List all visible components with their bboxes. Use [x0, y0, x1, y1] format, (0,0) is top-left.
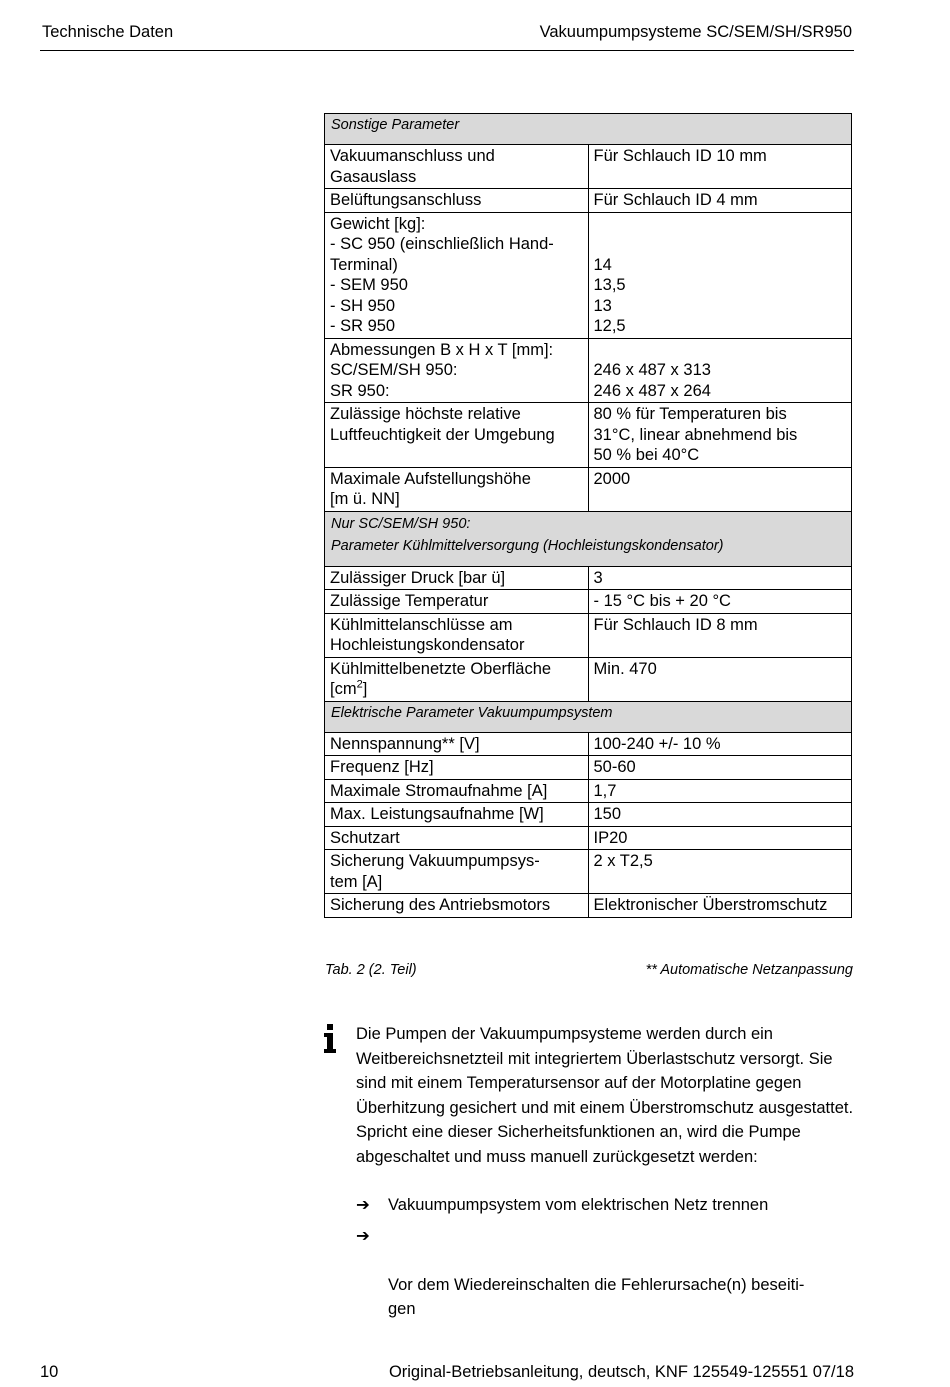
list-item-text: Vakuumpumpsystem vom elektrischen Netz trennen [388, 1196, 769, 1214]
list-item [356, 1193, 856, 1218]
param-label: Zulässige höchste relative Luftfeuchtigkeit der Umgebung [325, 403, 589, 468]
param-value: 50-60 [588, 756, 852, 780]
param-label: Belüftungsanschluss [325, 189, 589, 213]
superscript: 2 [356, 678, 363, 691]
info-icon [322, 1024, 338, 1054]
param-label-text: ] [362, 680, 368, 698]
arrow-right-icon: ➔ [356, 1226, 370, 1245]
param-label: Gewicht [kg]: - SC 950 (einschließlich Hand- Terminal) - SEM 950 - SH 950 - SR 950 [325, 212, 589, 338]
param-label: Sicherung des Antriebsmotors [325, 894, 589, 918]
table-row [325, 732, 852, 756]
param-value: Elektronischer Überstromschutz [588, 894, 852, 918]
info-paragraph: Die Pumpen der Vakuumpumpsysteme werden durch ein Weitbereichsnetzteil mit integriertem Überlastschutz versorgt. Sie sind mit einem Temperatursensor auf der Motorplatine gegen Überhitzung gesichert und mit einem Überstromschutz ausgestattet. [356, 1025, 854, 1117]
param-value: - 15 °C bis + 20 °C [588, 590, 852, 614]
page-number: 10 [40, 1363, 59, 1381]
footer-document-info: Original-Betriebsanleitung, deutsch, KNF 125549-125551 07/18 [388, 1363, 854, 1381]
param-label: Nennspannung** [V] [325, 732, 589, 756]
page-header [40, 20, 854, 51]
table-footnote: ** Automatische Netzanpassung [645, 962, 853, 978]
param-value: Für Schlauch ID 4 mm [588, 189, 852, 213]
param-value: 2000 [588, 467, 852, 511]
technical-data-table [324, 113, 852, 918]
param-label: Maximale Stromaufnahme [A] [325, 779, 589, 803]
list-item-text: Vor dem Wiedereinschalten die Fehlerursache(n) beseiti- gen [388, 1275, 805, 1318]
param-value: 100-240 +/- 10 % [588, 732, 852, 756]
param-value: IP20 [588, 826, 852, 850]
param-value: Min. 470 [588, 657, 852, 701]
param-label: Zulässige Temperatur [325, 590, 589, 614]
param-label: Abmessungen B x H x T [mm]: SC/SEM/SH 950: SR 950: [325, 338, 589, 403]
param-value: 80 % für Temperaturen bis 31°C, linear abnehmend bis 50 % bei 40°C [588, 403, 852, 468]
param-value: 3 [588, 566, 852, 590]
table-row [325, 189, 852, 213]
param-label [325, 657, 589, 701]
param-value: Für Schlauch ID 8 mm [588, 613, 852, 657]
table-row [325, 613, 852, 657]
table-row [325, 212, 852, 338]
param-label: Schutzart [325, 826, 589, 850]
section-title [325, 511, 852, 566]
section-title-line: Nur SC/SEM/SH 950: [331, 515, 471, 532]
table-row [325, 803, 852, 827]
info-paragraph: Spricht eine dieser Sicherheitsfunktionen an, wird die Pumpe abgeschaltet und muss manuell zurückgesetzt werden: [356, 1123, 801, 1166]
table-row [325, 590, 852, 614]
table-row [325, 894, 852, 918]
section-title: Elektrische Parameter Vakuumpumpsystem [325, 701, 852, 732]
section-title-line: Parameter Kühlmittelversorgung (Hochleistungskondensator) [331, 537, 724, 554]
section-title: Sonstige Parameter [325, 114, 852, 145]
table-row [325, 467, 852, 511]
table-row [325, 657, 852, 701]
param-label: Vakuumanschluss und Gasauslass [325, 145, 589, 189]
table-row [325, 338, 852, 403]
section-header-row [325, 701, 852, 732]
section-header-row [325, 511, 852, 566]
table-row [325, 850, 852, 894]
param-label: Zulässiger Druck [bar ü] [325, 566, 589, 590]
arrow-right-icon: ➔ [356, 1196, 370, 1214]
param-label: Frequenz [Hz] [325, 756, 589, 780]
table-row [325, 566, 852, 590]
param-value: 1,7 [588, 779, 852, 803]
param-label-text: Kühlmittelbenetzte Oberfläche [cm [330, 659, 552, 698]
info-note [356, 1022, 856, 1169]
param-label: Sicherung Vakuumpumpsys- tem [A] [325, 850, 589, 894]
header-document-title: Vakuumpumpsysteme SC/SEM/SH/SR950 [539, 23, 852, 41]
table-row [325, 826, 852, 850]
table-caption: Tab. 2 (2. Teil) [325, 962, 417, 978]
param-value: 2 x T2,5 [588, 850, 852, 894]
param-label: Max. Leistungsaufnahme [W] [325, 803, 589, 827]
table-row [325, 779, 852, 803]
param-label: Maximale Aufstellungshöhe [m ü. NN] [325, 467, 589, 511]
list-item [356, 1224, 856, 1322]
table-row [325, 403, 852, 468]
param-value: 246 x 487 x 313 246 x 487 x 264 [588, 338, 852, 403]
param-label: Kühlmittelanschlüsse am Hochleistungskondensator [325, 613, 589, 657]
param-value: Für Schlauch ID 10 mm [588, 145, 852, 189]
table-row [325, 756, 852, 780]
param-value: 150 [588, 803, 852, 827]
param-value: 14 13,5 13 12,5 [588, 212, 852, 338]
action-list [356, 1193, 856, 1328]
section-header-row [325, 114, 852, 145]
header-section-title: Technische Daten [42, 23, 174, 41]
table-row [325, 145, 852, 189]
